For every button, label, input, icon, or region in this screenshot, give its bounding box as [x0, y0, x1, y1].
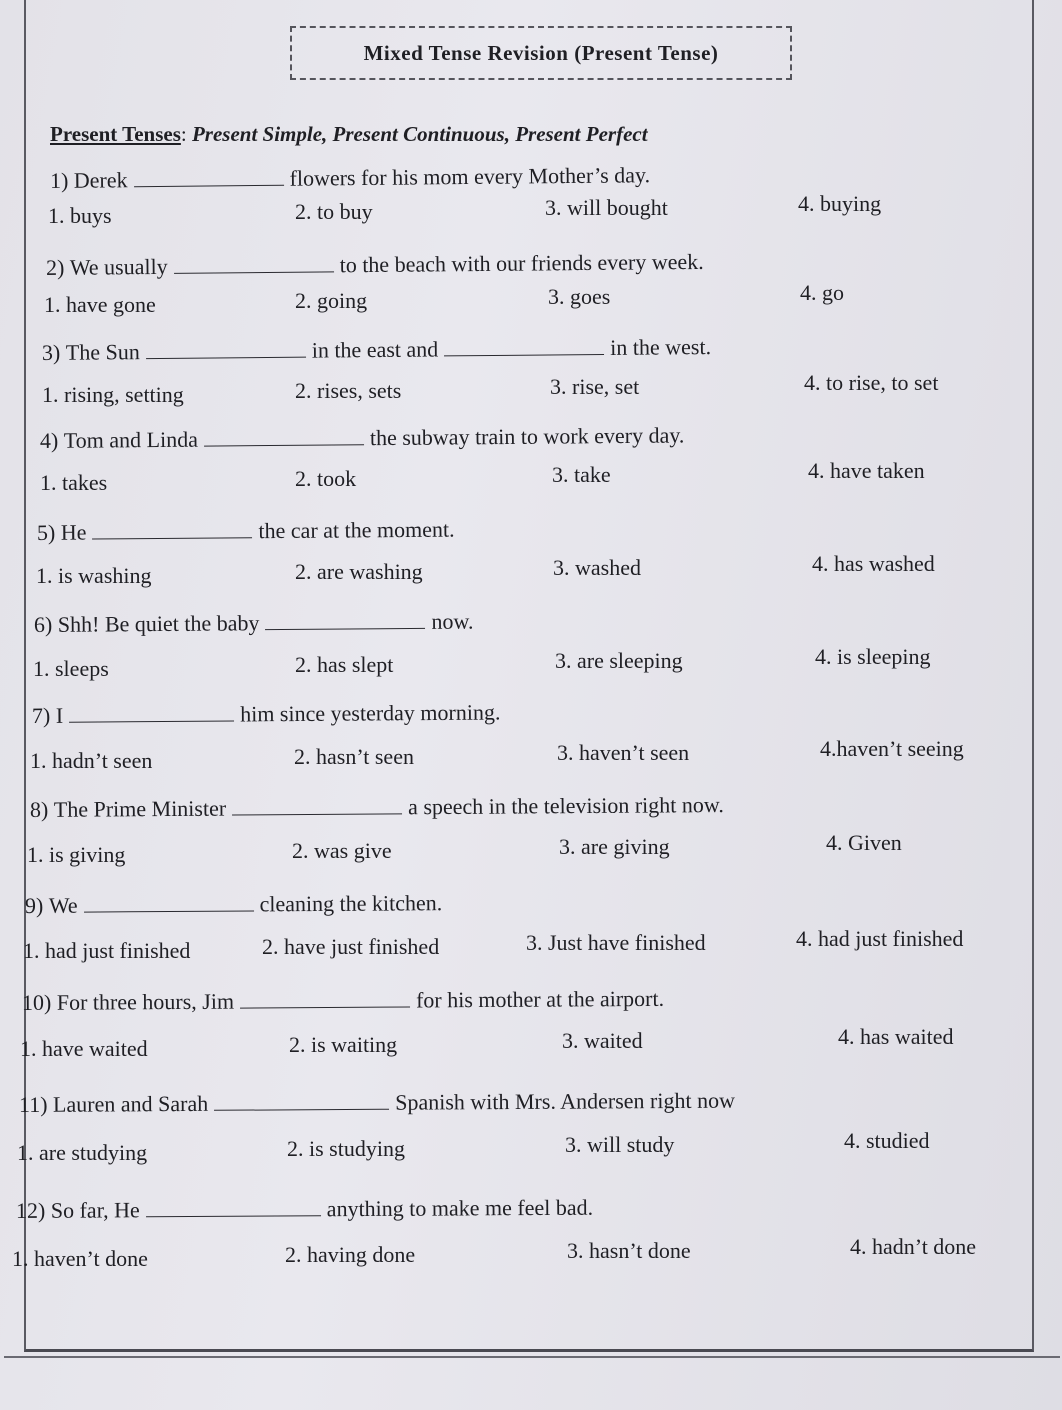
answer-blank	[265, 610, 425, 630]
question-number: 5)	[36, 519, 61, 545]
question-number: 7)	[31, 702, 56, 728]
answer-blank	[204, 426, 364, 446]
answer-option: 1. buys	[48, 203, 112, 228]
question-text-before: We	[48, 892, 78, 918]
question-text-before: For three hours, Jim	[56, 988, 235, 1015]
bottom-rule	[4, 1356, 1060, 1358]
answer-option: 2. was give	[292, 838, 392, 863]
answer-blank	[92, 519, 252, 539]
answer-option: 1. hadn’t seen	[30, 748, 153, 773]
question-stem	[22, 986, 664, 1016]
answer-option: 2. took	[295, 466, 357, 491]
question-text-after: a speech in the television right now.	[408, 792, 724, 820]
answer-option: 2. rises, sets	[295, 378, 402, 403]
question-stem	[16, 1195, 593, 1224]
answer-blank	[133, 167, 283, 187]
answer-blank	[174, 253, 334, 273]
question-stem	[32, 699, 501, 729]
answer-option: 3. washed	[553, 555, 641, 580]
answer-option: 1. is giving	[27, 842, 126, 867]
answer-option: 4. is sleeping	[815, 644, 931, 669]
heading-colon: :	[180, 122, 187, 146]
question-number: 3)	[41, 339, 66, 365]
question-number: 11)	[18, 1091, 54, 1117]
answer-option: 1. haven’t done	[12, 1246, 148, 1271]
heading-tense-types: Present Simple, Present Continuous, Present Perfect	[191, 122, 648, 146]
answer-option: 4. Given	[826, 830, 902, 855]
answer-option: 4. studied	[844, 1128, 930, 1153]
answer-option: 1. is washing	[36, 563, 152, 588]
question-text-before: He	[60, 519, 87, 545]
answer-option: 3. take	[552, 462, 611, 487]
answer-option: 4. has washed	[812, 551, 935, 576]
answer-blank	[444, 336, 604, 356]
question-text-after: now.	[431, 608, 474, 634]
answer-option: 3. are giving	[559, 834, 670, 859]
question-number: 2)	[45, 254, 70, 280]
answer-option: 2. has slept	[295, 652, 394, 677]
answer-option: 4. to rise, to set	[804, 370, 939, 395]
question-number: 1)	[49, 167, 74, 193]
answer-option: 3. hasn’t done	[567, 1238, 691, 1263]
answer-blank	[232, 795, 402, 815]
question-text-before: The Prime Minister	[53, 795, 227, 822]
section-heading	[50, 122, 648, 147]
answer-option: 4. had just finished	[796, 926, 964, 951]
answer-option: 3. rise, set	[550, 374, 640, 399]
answer-option: 3. Just have finished	[526, 930, 706, 955]
question-text-before: We usually	[69, 253, 168, 280]
question-number: 4)	[39, 427, 64, 453]
question-text-after: to the beach with our friends every week.	[339, 248, 704, 278]
answer-option: 4.haven’t seeing	[820, 736, 964, 761]
answer-option: 2. to buy	[295, 199, 373, 224]
answer-option: 1. have gone	[44, 292, 156, 317]
answer-option: 1. takes	[40, 470, 108, 495]
answer-option: 1. have waited	[20, 1036, 148, 1061]
answer-option: 3. haven’t seen	[557, 740, 690, 765]
question-text-after: the subway train to work every day.	[369, 422, 685, 451]
question-number: 10)	[21, 989, 57, 1015]
answer-blank	[146, 1197, 321, 1217]
answer-option: 4. hadn’t done	[850, 1234, 977, 1259]
question-number: 9)	[24, 892, 49, 918]
question-text-before: Shh! Be quiet the baby	[57, 610, 260, 637]
answer-option: 2. is waiting	[289, 1032, 398, 1057]
answer-option: 4. has waited	[838, 1024, 954, 1049]
question-stem	[37, 517, 455, 546]
answer-option: 3. goes	[548, 284, 611, 309]
question-number: 12)	[15, 1197, 51, 1223]
answer-option: 2. are washing	[295, 559, 423, 584]
answer-option: 1. are studying	[17, 1140, 148, 1165]
answer-option: 1. had just finished	[23, 938, 191, 963]
question-number: 6)	[33, 611, 58, 637]
answer-blank	[240, 988, 410, 1008]
question-text-before: Tom and Linda	[63, 426, 199, 453]
question-stem	[19, 1088, 735, 1118]
question-text-after: Spanish with Mrs. Andersen right now	[395, 1087, 735, 1115]
question-number: 8)	[29, 796, 54, 822]
question-text-after: him since yesterday morning.	[240, 699, 501, 727]
question-text-before: Derek	[73, 167, 128, 193]
answer-option: 1. sleeps	[33, 656, 109, 681]
heading-label: Present Tenses	[50, 122, 181, 146]
question-text-before: Lauren and Sarah	[52, 1090, 209, 1117]
answer-option: 1. rising, setting	[42, 382, 184, 407]
answer-option: 4. go	[800, 280, 844, 305]
question-stem	[40, 422, 685, 454]
question-text-before: I	[55, 702, 64, 728]
answer-option: 2. is studying	[287, 1136, 405, 1161]
question-text-middle: in the east and	[311, 336, 439, 363]
question-text-before: The Sun	[65, 339, 140, 365]
question-stem	[30, 792, 724, 823]
question-stem	[25, 890, 442, 919]
answer-blank	[146, 339, 306, 359]
answer-option: 2. going	[295, 288, 368, 313]
worksheet-title: Mixed Tense Revision (Present Tense)	[290, 26, 792, 80]
answer-blank	[84, 892, 254, 912]
answer-option: 2. hasn’t seen	[294, 744, 414, 769]
question-stem	[34, 609, 474, 638]
answer-blank	[214, 1091, 389, 1111]
answer-option: 4. have taken	[808, 458, 925, 483]
answer-option: 3. are sleeping	[555, 648, 683, 673]
answer-option: 3. will bought	[545, 195, 668, 220]
question-text-after: the car at the moment.	[258, 516, 455, 544]
answer-option: 2. having done	[285, 1242, 416, 1267]
question-text-before: So far, He	[50, 1197, 140, 1223]
question-text-after: anything to make me feel bad.	[326, 1194, 594, 1222]
answer-option: 2. have just finished	[262, 934, 440, 959]
answer-option: 4. buying	[798, 191, 882, 216]
question-text-after: cleaning the kitchen.	[259, 890, 443, 917]
question-text-after: in the west.	[610, 334, 712, 360]
answer-option: 3. waited	[562, 1028, 643, 1053]
question-text-after: for his mother at the airport.	[415, 985, 665, 1013]
question-text-after: flowers for his mom every Mother’s day.	[289, 162, 651, 191]
answer-option: 3. will study	[565, 1132, 675, 1157]
answer-blank	[69, 702, 234, 722]
